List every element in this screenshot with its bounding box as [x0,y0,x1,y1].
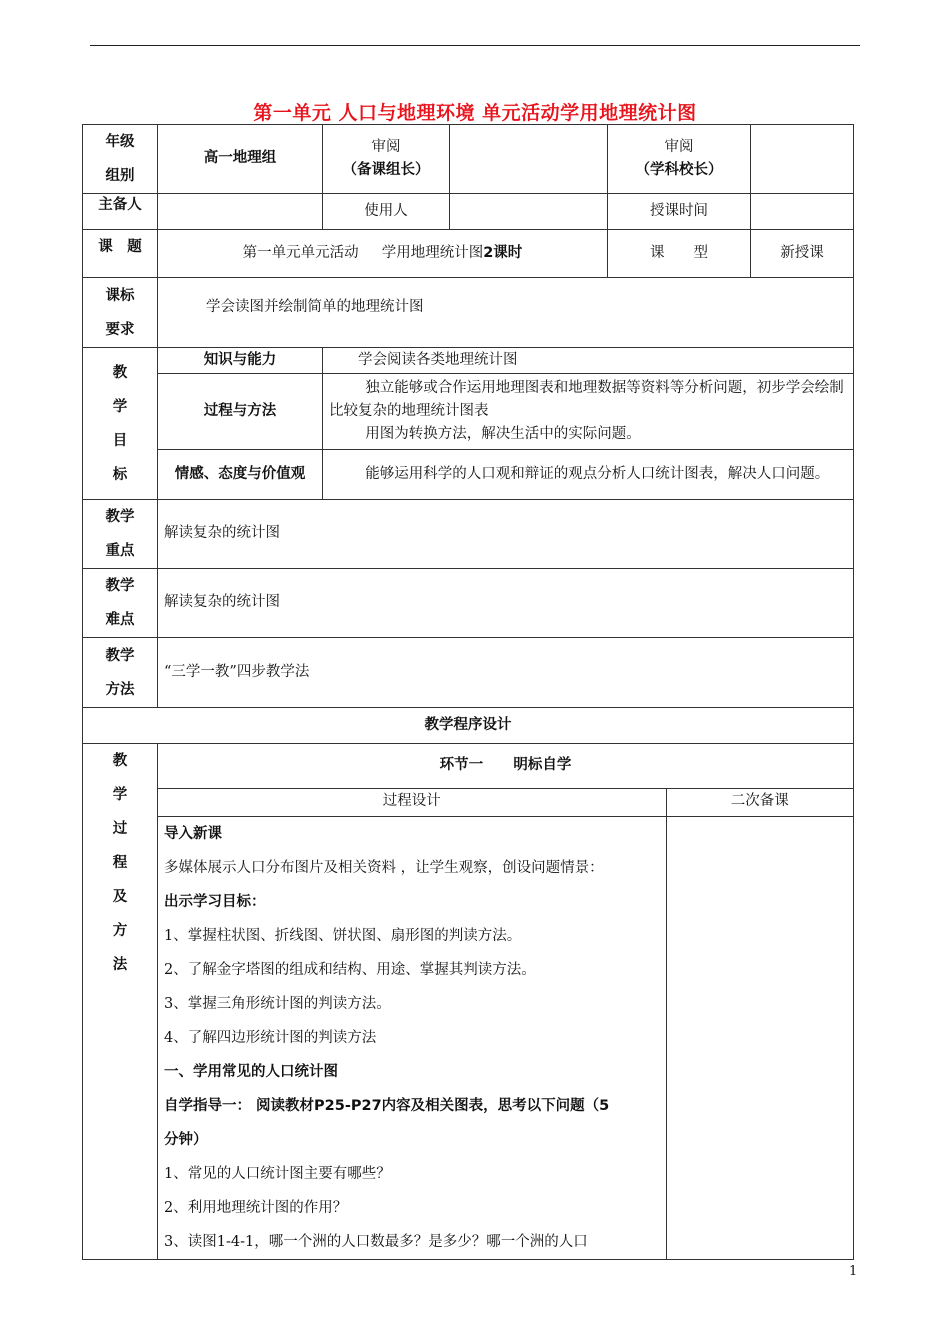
row-method [83,638,854,708]
review-principal-value [751,125,854,194]
page-number: 1 [849,1264,858,1279]
row-objective-process [83,374,854,450]
time-label: 授课时间 [608,194,751,230]
knowledge-label: 知识与能力 [158,348,323,374]
question-item: 2、利用地理统计图的作用？ [164,1199,348,1216]
goal-item: 1、掌握柱状图、折线图、饼状图、扇形图的判读方法。 [164,927,522,944]
procedure-inner-table [158,744,853,1259]
stage-row [158,744,853,788]
second-prep-content [666,816,853,1259]
review-principal: 审阅 （学科校长） [608,125,751,194]
document-title: 第一单元 人口与地理环境 单元活动学用地理统计图 [253,102,697,124]
header-rule [90,45,860,46]
intro-text: 多媒体展示人口分布图片及相关资料 ，让学生观察，创设问题情景： [164,859,604,876]
preparer-value [158,194,323,230]
type-value: 新授课 [751,230,854,278]
col-second-header: 二次备课 [666,788,853,816]
col-design-header: 过程设计 [158,788,666,816]
review-group-leader: 审阅 （备课组长） [323,125,450,194]
standard-label: 课标 要求 [83,278,158,348]
row-key-point [83,500,854,569]
goals-heading: 出示学习目标： [164,893,266,910]
goal-item: 4、了解四边形统计图的判读方法 [164,1029,377,1046]
key-point-label: 教学 重点 [83,500,158,569]
time-value [751,194,854,230]
grade-label: 年级 组别 [83,125,158,194]
method-value: “三学一教”四步教学法 [158,638,854,708]
preparer-label: 主备人 [83,194,158,230]
emotion-value: 能够运用科学的人口观和辩证的观点分析人口统计图表，解决人口问题。 [323,450,854,500]
column-header-row [158,788,853,816]
user-label: 使用人 [323,194,450,230]
row-grade [83,125,854,194]
row-objective-knowledge [83,348,854,374]
procedure-side-label: 教 学 过 程 及 方 法 [83,744,158,1260]
row-procedure-heading [83,708,854,744]
process-value: 独立能够或合作运用地理图表和地理数据等资料等分析问题，初步学会绘制比较复杂的地理统计图表 用图为转换方法，解决生活中的实际问题。 [323,374,854,450]
emotion-label: 情感、态度与价值观 [158,450,323,500]
row-objective-emotion [83,450,854,500]
row-standard [83,278,854,348]
lesson-plan-table [82,124,854,1260]
question-item: 3、读图1-4-1，哪一个洲的人口数最多？是多少？哪一个洲的人口 [164,1233,588,1250]
guide-line: 自学指导一： 阅读教材P25-P27内容及相关图表，思考以下问题（5 [164,1097,610,1114]
section-heading: 一、学用常见的人口统计图 [164,1063,338,1080]
topic-value: 第一单元单元活动 学用地理统计图2课时 [158,230,608,278]
guide-line: 分钟） [164,1131,208,1148]
procedure-heading: 教学程序设计 [83,708,854,744]
user-value [450,194,608,230]
row-preparer [83,194,854,230]
question-item: 1、常见的人口统计图主要有哪些？ [164,1165,391,1182]
key-point-value: 解读复杂的统计图 [158,500,854,569]
content-row [158,816,853,1259]
intro-heading: 导入新课 [164,825,222,842]
objectives-label: 教 学 目 标 [83,348,158,500]
difficulty-value: 解读复杂的统计图 [158,569,854,638]
grade-value: 高一地理组 [158,125,323,194]
difficulty-label: 教学 难点 [83,569,158,638]
row-difficulty [83,569,854,638]
review-group-leader-value [450,125,608,194]
goal-item: 3、掌握三角形统计图的判读方法。 [164,995,391,1012]
standard-value: 学会读图并绘制简单的地理统计图 [158,278,854,348]
goal-item: 2、了解金字塔图的组成和结构、用途、掌握其判读方法。 [164,961,536,978]
row-procedure-body [83,744,854,1260]
design-content [158,816,666,1259]
type-label: 课 型 [608,230,751,278]
row-topic [83,230,854,278]
topic-label: 课 题 [83,230,158,278]
stage-title: 环节一 明标自学 [158,744,853,788]
process-label: 过程与方法 [158,374,323,450]
method-label: 教学 方法 [83,638,158,708]
knowledge-value: 学会阅读各类地理统计图 [323,348,854,374]
procedure-content-cell [158,744,854,1260]
